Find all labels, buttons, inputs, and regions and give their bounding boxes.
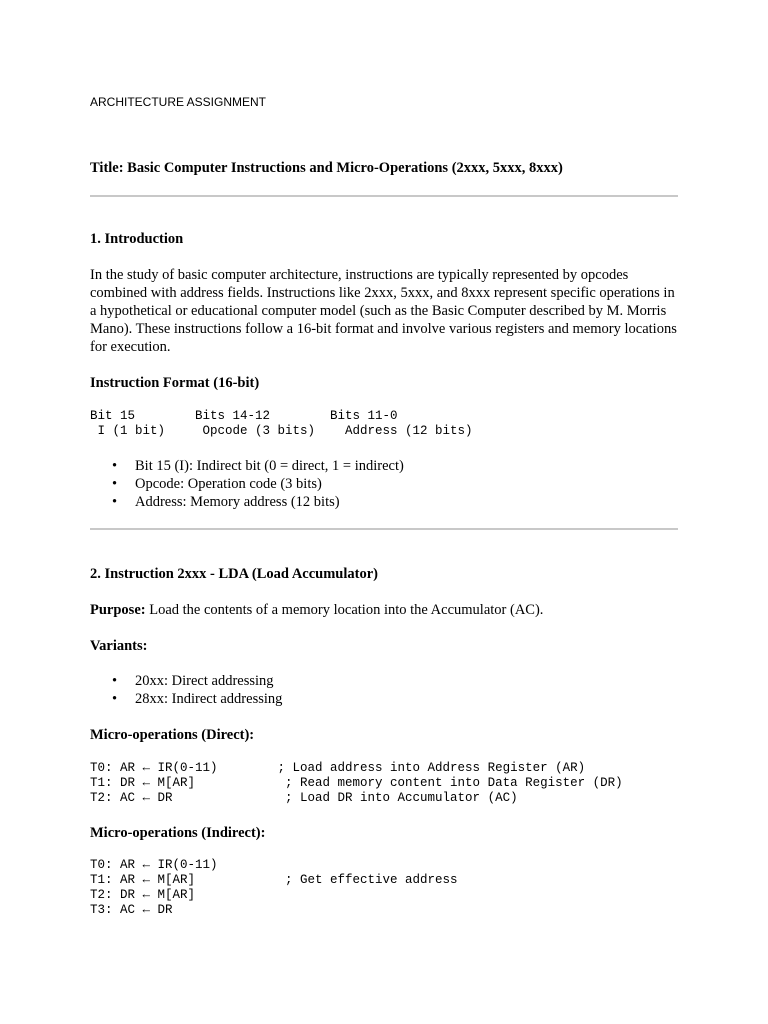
list-item: • Bit 15 (I): Indirect bit (0 = direct, 1 = indirect) [90, 457, 678, 475]
list-item: • Address: Memory address (12 bits) [90, 493, 678, 511]
list-item: • Opcode: Operation code (3 bits) [90, 475, 678, 493]
section-2-heading: 2. Instruction 2xxx - LDA (Load Accumulator) [90, 566, 378, 582]
code-line: T0: AR ← IR(0-11) [90, 858, 218, 872]
code-line: T0: AR ← IR(0-11) ; Load address into Address Register (AR) [90, 761, 586, 775]
variants-bullet-list [90, 672, 678, 708]
horizontal-rule-1 [90, 195, 678, 197]
assignment-header-label: ARCHITECTURE ASSIGNMENT [90, 95, 267, 109]
purpose-text: Load the contents of a memory location into the Accumulator (AC). [145, 602, 544, 618]
indirect-microops-heading: Micro-operations (Indirect): [90, 825, 266, 841]
horizontal-rule-2 [90, 528, 678, 530]
introduction-paragraph: In the study of basic computer architecture, instructions are typically represented by opcodes combined with address fields. Instructions like 2xxx, 5xxx, and 8xxx represent specific operations in a hypothetical or educational computer model (such as the Basic Computer described by M. Morris Mano). These instructions follow a 16-bit format and involve various registers and memory locations for execution. [90, 267, 677, 355]
purpose-line [90, 601, 543, 619]
list-item: • 28xx: Indirect addressing [90, 690, 678, 708]
code-line: T1: DR ← M[AR] ; Read memory content into Data Register (DR) [90, 776, 623, 790]
indirect-microops-code [90, 858, 458, 918]
code-line: T3: AC ← DR [90, 903, 173, 917]
direct-microops-code [90, 761, 623, 806]
section-1-heading: 1. Introduction [90, 231, 184, 247]
format-bullet-list [90, 457, 678, 511]
variants-heading: Variants: [90, 638, 148, 654]
format-line-1: Bit 15 Bits 14-12 Bits 11-0 [90, 409, 398, 423]
document-title: Title: Basic Computer Instructions and Micro-Operations (2xxx, 5xxx, 8xxx) [90, 160, 563, 176]
format-line-2: I (1 bit) Opcode (3 bits) Address (12 bits) [90, 424, 473, 438]
instruction-format-block [90, 409, 473, 439]
purpose-label: Purpose: [90, 602, 146, 618]
instruction-format-heading: Instruction Format (16-bit) [90, 375, 260, 391]
list-item: • 20xx: Direct addressing [90, 672, 678, 690]
code-line: T2: DR ← M[AR] [90, 888, 196, 902]
direct-microops-heading: Micro-operations (Direct): [90, 727, 255, 743]
code-line: T2: AC ← DR ; Load DR into Accumulator (AC) [90, 791, 518, 805]
code-line: T1: AR ← M[AR] ; Get effective address [90, 873, 458, 887]
